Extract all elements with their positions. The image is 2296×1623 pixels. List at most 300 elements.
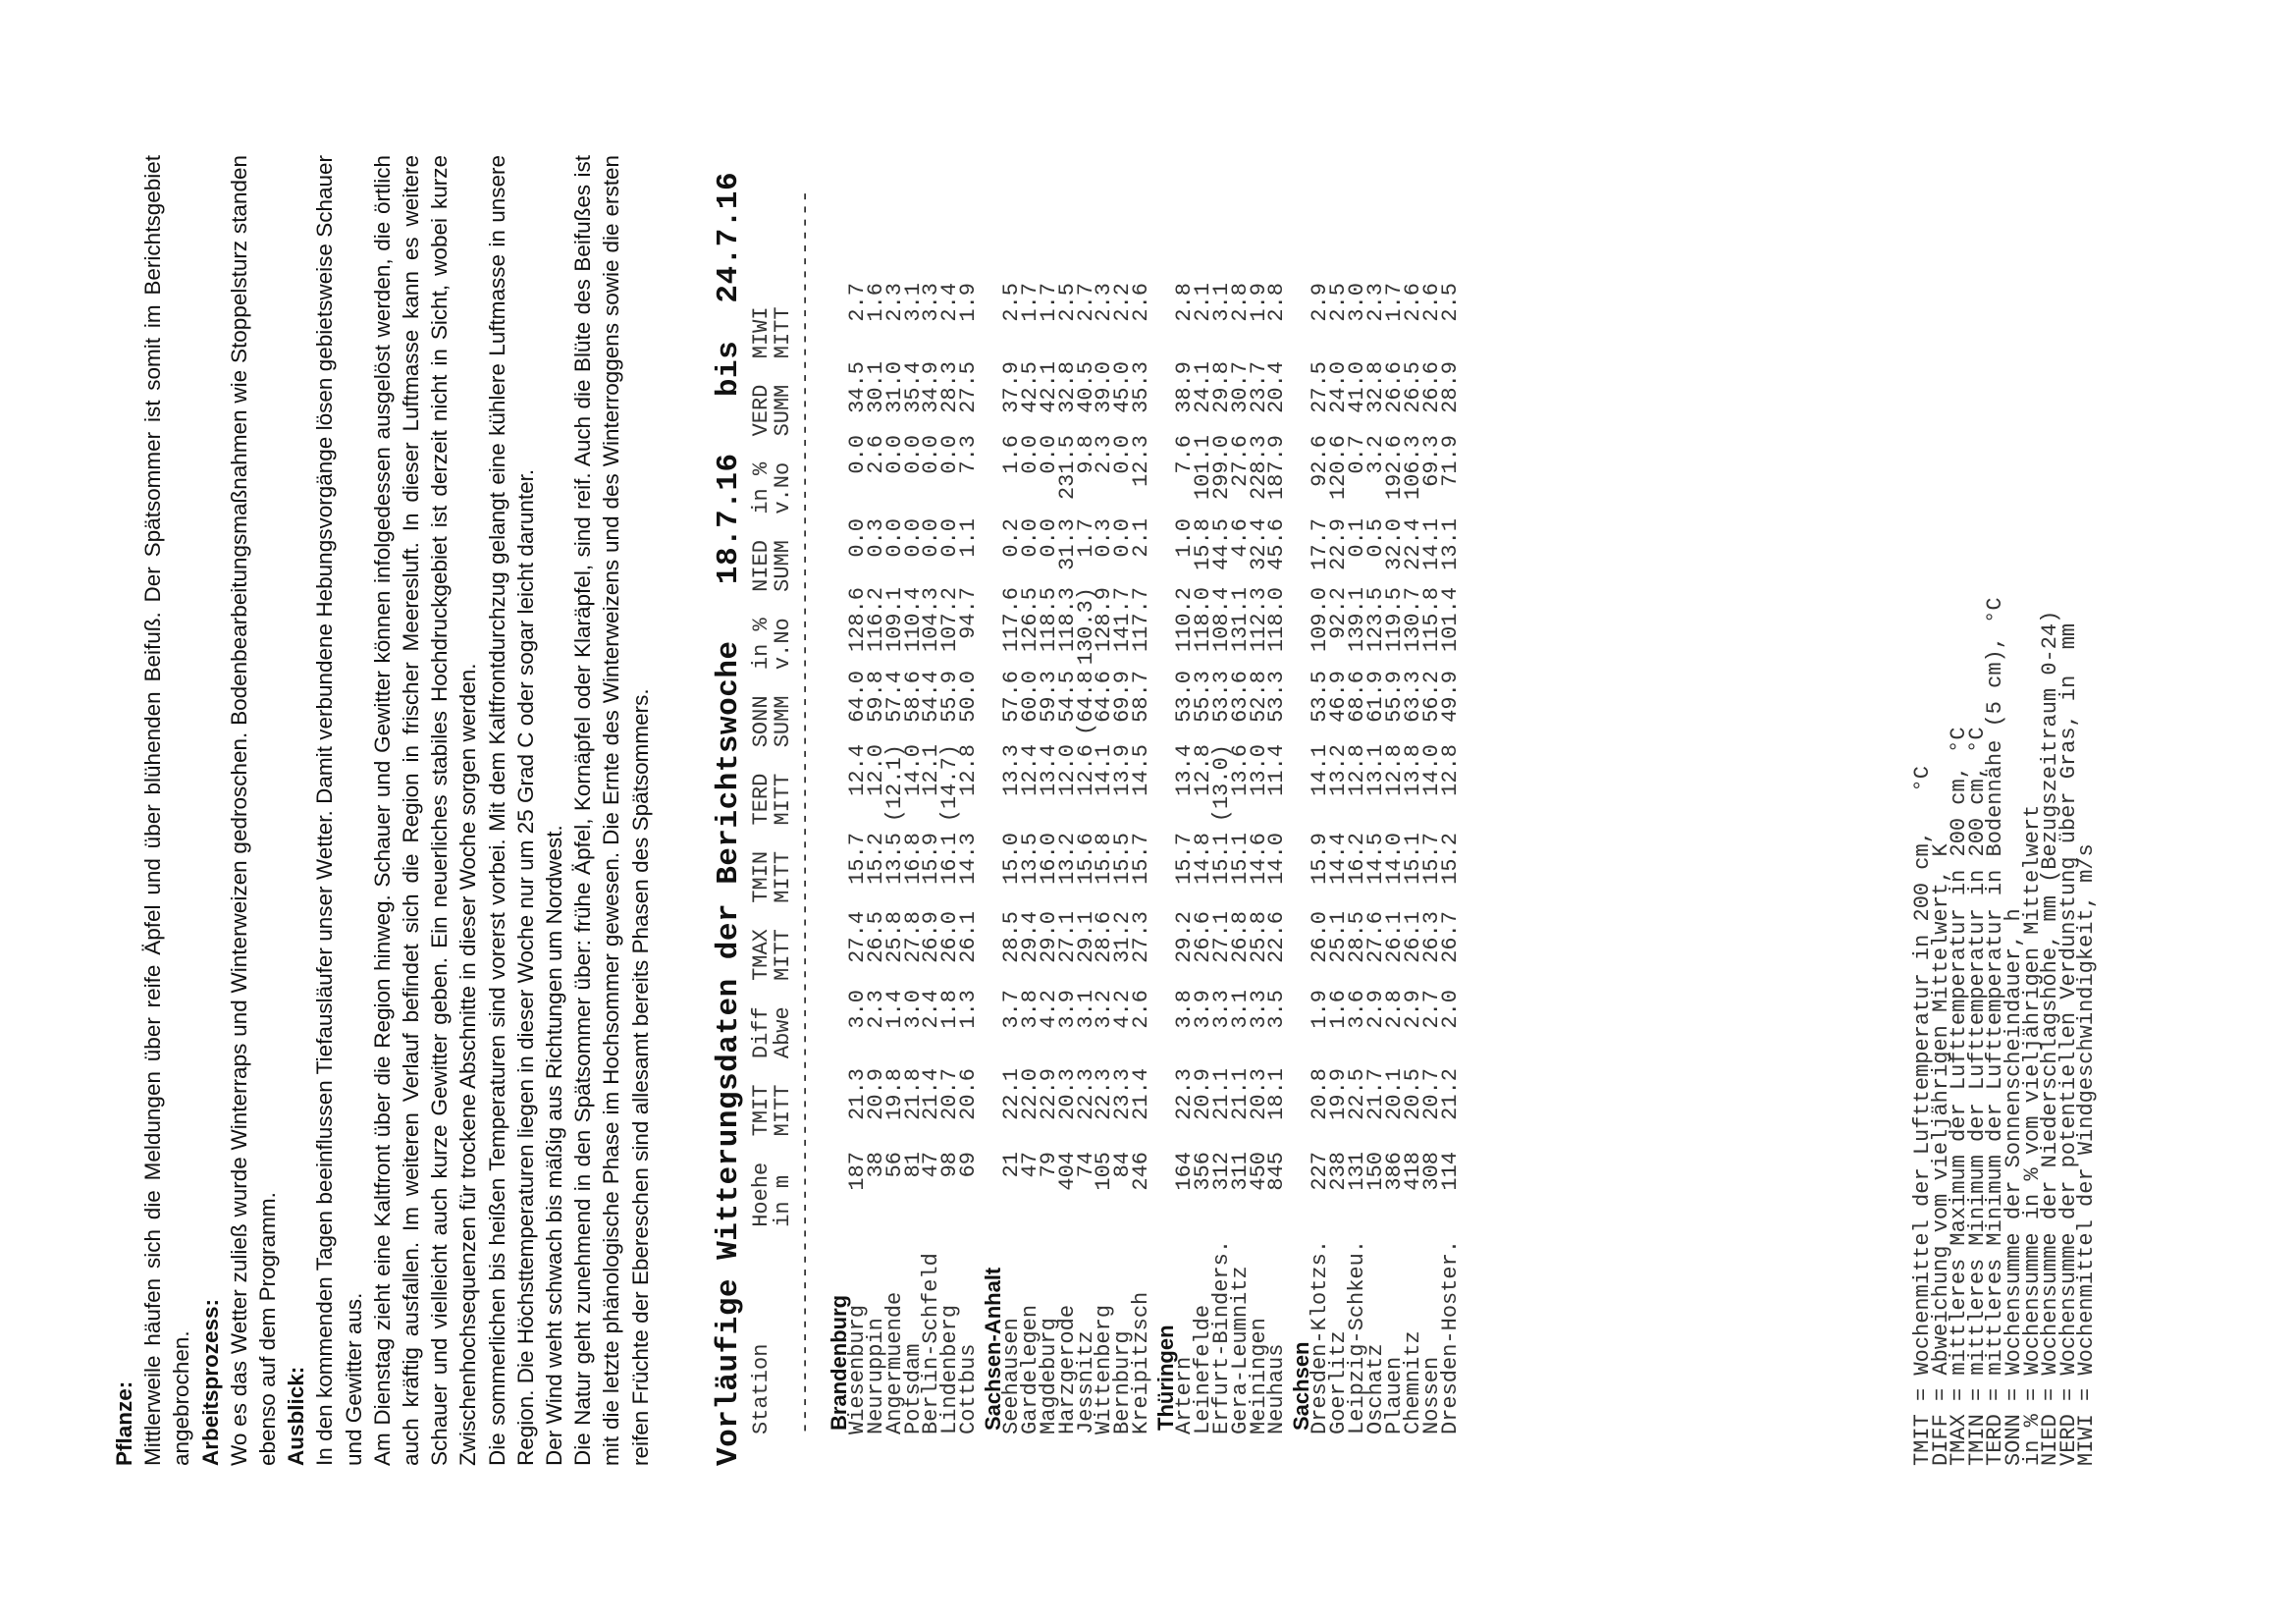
cell-diff: 4.2 bbox=[1110, 990, 1136, 1029]
cell-nied: 0.3 bbox=[863, 518, 888, 558]
cell-miwi: 1.6 bbox=[863, 283, 888, 322]
cell-sonn: 49.9 bbox=[1437, 671, 1463, 723]
cell-tmin: 15.7 bbox=[1172, 833, 1198, 885]
cell-nied-pct: 9.8 bbox=[1073, 435, 1098, 474]
cell-station: Jessnitz bbox=[1073, 1330, 1098, 1434]
cell-tmax: 29.1 bbox=[1073, 911, 1098, 963]
cell-miwi: 3.1 bbox=[1208, 283, 1234, 322]
cell-miwi: 2.8 bbox=[1172, 283, 1198, 322]
cell-sonn-pct: 110.4 bbox=[900, 587, 926, 653]
cell-tmit: 22.9 bbox=[1036, 1068, 1061, 1120]
group-heading: Brandenburg bbox=[827, 1294, 851, 1431]
cell-verd: 32.8 bbox=[1054, 361, 1080, 413]
report-text bbox=[110, 155, 655, 1466]
cell-sonn: 50.0 bbox=[956, 671, 982, 723]
table-row bbox=[1129, 91, 1154, 1466]
cell-tmit: 20.5 bbox=[1400, 1068, 1425, 1120]
cell-sonn-pct: 118.0 bbox=[1264, 587, 1290, 653]
cell-sonn: 53.5 bbox=[1308, 671, 1333, 723]
cell-sonn-pct: 130.3) bbox=[1073, 587, 1098, 666]
cell-tmit: 20.3 bbox=[1246, 1068, 1271, 1120]
cell-diff: 3.1 bbox=[1227, 990, 1253, 1029]
heading-pflanze: Pflanze: bbox=[112, 1380, 136, 1466]
cell-nied: 0.3 bbox=[1092, 518, 1117, 558]
cell-tmit: 22.3 bbox=[1172, 1068, 1198, 1120]
legend-line: DIFF = Abweichung vom vieljährigen Mittelwert, K bbox=[1928, 843, 1953, 1466]
cell-nied-pct: 69.3 bbox=[1418, 435, 1444, 487]
cell-tmin: 15.2 bbox=[863, 833, 888, 885]
cell-tmax: 26.5 bbox=[863, 911, 888, 963]
cell-verd: 24.1 bbox=[1190, 361, 1215, 413]
cell-nied: 13.1 bbox=[1437, 518, 1463, 570]
cell-nied: 1.1 bbox=[956, 518, 982, 558]
cell-terd: 12.0 bbox=[863, 744, 888, 796]
cell-sonn: 64.6 bbox=[1092, 671, 1117, 723]
cell-tmit: 20.8 bbox=[1308, 1068, 1333, 1120]
cell-sonn: (64.8 bbox=[1073, 671, 1098, 736]
cell-sonn: 57.6 bbox=[999, 671, 1025, 723]
cell-hoehe: 74 bbox=[1073, 1152, 1098, 1178]
cell-terd: 12.8 bbox=[1381, 744, 1407, 796]
cell-terd: 12.4 bbox=[1017, 744, 1042, 796]
cell-sonn: 53.3 bbox=[1208, 671, 1234, 723]
cell-verd: 37.9 bbox=[999, 361, 1025, 413]
cell-sonn-pct: 141.7 bbox=[1110, 587, 1136, 653]
cell-station: Wiesenburg bbox=[844, 1304, 870, 1434]
cell-nied-pct: 106.3 bbox=[1400, 435, 1425, 501]
cell-tmit: 21.4 bbox=[1129, 1068, 1154, 1120]
cell-nied-pct: 7.6 bbox=[1172, 435, 1198, 474]
cell-tmin: 14.5 bbox=[1362, 833, 1388, 885]
cell-hoehe: 187 bbox=[844, 1152, 870, 1191]
cell-tmax: 26.3 bbox=[1418, 911, 1444, 963]
cell-terd: 13.6 bbox=[1227, 744, 1253, 796]
cell-tmax: 25.1 bbox=[1326, 911, 1352, 963]
cell-hoehe: 131 bbox=[1345, 1152, 1370, 1191]
cell-sonn-pct: 123.5 bbox=[1362, 587, 1388, 653]
cell-diff: 2.6 bbox=[1129, 990, 1154, 1029]
cell-nied-pct: 2.6 bbox=[863, 435, 888, 474]
cell-tmax: 26.7 bbox=[1437, 911, 1463, 963]
cell-nied: 0.5 bbox=[1362, 518, 1388, 558]
cell-tmax: 28.5 bbox=[1345, 911, 1370, 963]
cell-nied-pct: 228.3 bbox=[1246, 435, 1271, 501]
cell-nied-pct: 0.0 bbox=[900, 435, 926, 474]
cell-station: Bernburg bbox=[1110, 1330, 1136, 1434]
cell-diff: 2.7 bbox=[1418, 990, 1444, 1029]
cell-terd: 14.0 bbox=[900, 744, 926, 796]
cell-sonn-pct: 107.2 bbox=[937, 587, 963, 653]
cell-tmax: 27.8 bbox=[900, 911, 926, 963]
cell-nied-pct: 0.0 bbox=[937, 435, 963, 474]
cell-verd: 28.3 bbox=[937, 361, 963, 413]
cell-verd: 24.0 bbox=[1326, 361, 1352, 413]
cell-tmax: 27.6 bbox=[1362, 911, 1388, 963]
cell-hoehe: 404 bbox=[1054, 1152, 1080, 1191]
cell-tmin: 15.1 bbox=[1208, 833, 1234, 885]
cell-terd: 12.4 bbox=[844, 744, 870, 796]
group-heading: Sachsen-Anhalt bbox=[981, 1267, 1006, 1431]
cell-miwi: 2.5 bbox=[1326, 283, 1352, 322]
cell-terd: 13.4 bbox=[1036, 744, 1061, 796]
cell-terd: 13.2 bbox=[1326, 744, 1352, 796]
cell-nied: 0.2 bbox=[999, 518, 1025, 558]
paragraph-ausblick-4: Der Wind weht schwach bis mäßig aus Richtungen um Nordwest. bbox=[542, 825, 567, 1466]
cell-sonn-pct: 110.2 bbox=[1172, 587, 1198, 653]
cell-station: Meiningen bbox=[1246, 1318, 1271, 1434]
cell-tmit: 21.3 bbox=[844, 1068, 870, 1120]
cell-tmit: 23.3 bbox=[1110, 1068, 1136, 1120]
cell-tmin: 15.6 bbox=[1073, 833, 1098, 885]
cell-tmit: 20.3 bbox=[1054, 1068, 1080, 1120]
cell-nied: 4.6 bbox=[1227, 518, 1253, 558]
cell-tmin: 13.2 bbox=[1054, 833, 1080, 885]
cell-miwi: 2.6 bbox=[1400, 283, 1425, 322]
cell-tmin: 16.2 bbox=[1345, 833, 1370, 885]
cell-miwi: 2.3 bbox=[1362, 283, 1388, 322]
cell-sonn-pct: 104.3 bbox=[919, 587, 944, 653]
cell-tmax: 25.8 bbox=[1246, 911, 1271, 963]
cell-tmit: 19.9 bbox=[1326, 1068, 1352, 1120]
cell-nied: 0.0 bbox=[844, 518, 870, 558]
cell-sonn-pct: 117.7 bbox=[1129, 587, 1154, 653]
cell-miwi: 2.5 bbox=[1437, 283, 1463, 322]
cell-nied-pct: 0.0 bbox=[919, 435, 944, 474]
cell-hoehe: 81 bbox=[900, 1152, 926, 1178]
cell-nied-pct: 7.3 bbox=[956, 435, 982, 474]
legend-line: TMIN = mittleres Minimum der Lufttemperatur in 200 cm, °C bbox=[1964, 727, 1990, 1466]
cell-terd: 12.8 bbox=[1345, 744, 1370, 796]
cell-tmin: 15.0 bbox=[999, 833, 1025, 885]
cell-diff: 3.9 bbox=[1190, 990, 1215, 1029]
cell-station: Gardelegen bbox=[1017, 1304, 1042, 1434]
cell-diff: 1.9 bbox=[1308, 990, 1333, 1029]
cell-sonn: 56.2 bbox=[1418, 671, 1444, 723]
cell-nied-pct: 299.0 bbox=[1208, 435, 1234, 501]
cell-hoehe: 356 bbox=[1190, 1152, 1215, 1191]
cell-miwi: 2.5 bbox=[999, 283, 1025, 322]
cell-station: Dresden-Hoster. bbox=[1437, 1239, 1463, 1434]
cell-nied: 0.0 bbox=[881, 518, 907, 558]
cell-tmit: 22.3 bbox=[1073, 1068, 1098, 1120]
cell-hoehe: 238 bbox=[1326, 1152, 1352, 1191]
cell-verd: 45.0 bbox=[1110, 361, 1136, 413]
cell-sonn-pct: 109.1 bbox=[881, 587, 907, 653]
cell-hoehe: 98 bbox=[937, 1152, 963, 1178]
cell-miwi: 2.3 bbox=[1092, 283, 1117, 322]
cell-station: Neuruppin bbox=[863, 1318, 888, 1434]
cell-terd: 12.8 bbox=[1190, 744, 1215, 796]
cell-tmit: 20.9 bbox=[863, 1068, 888, 1120]
cell-tmin: 15.1 bbox=[1400, 833, 1425, 885]
cell-nied-pct: 192.6 bbox=[1381, 435, 1407, 501]
cell-tmin: 15.1 bbox=[1227, 833, 1253, 885]
cell-nied: 0.0 bbox=[1110, 518, 1136, 558]
cell-sonn: 57.4 bbox=[881, 671, 907, 723]
cell-verd: 27.5 bbox=[956, 361, 982, 413]
cell-tmit: 22.3 bbox=[1092, 1068, 1117, 1120]
cell-station: Gera-Leumnitz bbox=[1227, 1266, 1253, 1434]
legend-line: TMIT = Wochenmittel der Lufttemperatur in 200 cm, °C bbox=[1910, 766, 1935, 1466]
cell-tmit: 22.0 bbox=[1017, 1068, 1042, 1120]
cell-station: Goerlitz bbox=[1326, 1330, 1352, 1434]
heading-arbeitsprozess: Arbeitsprozess: bbox=[197, 1298, 223, 1466]
cell-sonn-pct: 131.1 bbox=[1227, 587, 1253, 653]
cell-sonn-pct: 109.0 bbox=[1308, 587, 1333, 653]
cell-diff: 2.8 bbox=[1381, 990, 1407, 1029]
cell-terd: 13.1 bbox=[1362, 744, 1388, 796]
cell-verd: 26.5 bbox=[1400, 361, 1425, 413]
cell-hoehe: 150 bbox=[1362, 1152, 1388, 1191]
cell-verd: 32.8 bbox=[1362, 361, 1388, 413]
cell-hoehe: 47 bbox=[1017, 1152, 1042, 1178]
cell-miwi: 3.0 bbox=[1345, 283, 1370, 322]
paragraph-ausblick-1: In den kommenden Tagen beeinflussen Tiefausläufer unser Wetter. Damit verbundene Hebungsvorgänge lösen gebietsweise Schauer und Gewitter aus. bbox=[312, 155, 366, 1466]
cell-miwi: 2.1 bbox=[1190, 283, 1215, 322]
legend-line: NIED = Wochensumme der Niederschlagshöhe, mm (Bezugszeitraum 0-24) bbox=[2038, 610, 2063, 1466]
cell-diff: 3.8 bbox=[1172, 990, 1198, 1029]
cell-diff: 3.5 bbox=[1264, 990, 1290, 1029]
cell-diff: 3.0 bbox=[844, 990, 870, 1029]
cell-verd: 35.4 bbox=[900, 361, 926, 413]
cell-tmit: 20.7 bbox=[1418, 1068, 1444, 1120]
cell-tmin: 15.7 bbox=[1418, 833, 1444, 885]
cell-sonn: 58.7 bbox=[1129, 671, 1154, 723]
cell-tmin: 14.3 bbox=[956, 833, 982, 885]
cell-hoehe: 56 bbox=[881, 1152, 907, 1178]
cell-terd: (14.7) bbox=[937, 744, 963, 823]
cell-miwi: 2.2 bbox=[1110, 283, 1136, 322]
cell-nied: 32.0 bbox=[1381, 518, 1407, 570]
cell-sonn-pct: 128.6 bbox=[844, 587, 870, 653]
cell-sonn: 54.4 bbox=[919, 671, 944, 723]
cell-miwi: 2.5 bbox=[1054, 283, 1080, 322]
cell-tmax: 27.4 bbox=[844, 911, 870, 963]
cell-diff: 1.4 bbox=[881, 990, 907, 1029]
cell-sonn: 68.6 bbox=[1345, 671, 1370, 723]
cell-sonn: 59.8 bbox=[863, 671, 888, 723]
table-row bbox=[1437, 91, 1463, 1466]
cell-nied: 1.7 bbox=[1073, 518, 1098, 558]
cell-diff: 3.7 bbox=[999, 990, 1025, 1029]
cell-tmit: 21.7 bbox=[1362, 1068, 1388, 1120]
cell-verd: 29.8 bbox=[1208, 361, 1234, 413]
cell-hoehe: 227 bbox=[1308, 1152, 1333, 1191]
cell-tmax: 26.1 bbox=[1400, 911, 1425, 963]
cell-nied-pct: 0.7 bbox=[1345, 435, 1370, 474]
cell-station: Seehausen bbox=[999, 1318, 1025, 1434]
cell-station: Kreipitzsch bbox=[1129, 1291, 1154, 1434]
cell-tmax: 26.9 bbox=[919, 911, 944, 963]
legend-line: TERD = mittleres Minimum der Lufttemperatur in Bodennähe (5 cm), °C bbox=[1983, 597, 2008, 1466]
cell-nied-pct: 187.9 bbox=[1264, 435, 1290, 501]
cell-tmit: 22.1 bbox=[999, 1068, 1025, 1120]
cell-hoehe: 386 bbox=[1381, 1152, 1407, 1191]
cell-tmin: 14.6 bbox=[1246, 833, 1271, 885]
cell-hoehe: 21 bbox=[999, 1152, 1025, 1178]
cell-hoehe: 164 bbox=[1172, 1152, 1198, 1191]
cell-nied: 0.0 bbox=[1036, 518, 1061, 558]
cell-sonn-pct: 118.5 bbox=[1036, 587, 1061, 653]
legend-line: SONN = Wochensumme der Sonnenscheindauer, h bbox=[2001, 908, 2026, 1466]
cell-nied: 32.4 bbox=[1246, 518, 1271, 570]
legend-line: TMAX = mittleres Maximum der Lufttemperatur in 200 cm, °C bbox=[1947, 727, 1972, 1466]
cell-sonn: 55.9 bbox=[937, 671, 963, 723]
cell-nied-pct: 2.3 bbox=[1092, 435, 1117, 474]
cell-terd: (12.1) bbox=[881, 744, 907, 823]
cell-tmit: 22.5 bbox=[1345, 1068, 1370, 1120]
cell-terd: 12.8 bbox=[1437, 744, 1463, 796]
cell-hoehe: 312 bbox=[1208, 1152, 1234, 1191]
cell-sonn: 60.0 bbox=[1017, 671, 1042, 723]
cell-station: Potsdam bbox=[900, 1343, 926, 1434]
cell-nied-pct: 120.6 bbox=[1326, 435, 1352, 501]
cell-diff: 1.3 bbox=[956, 990, 982, 1029]
cell-tmit: 21.1 bbox=[1208, 1068, 1234, 1120]
cell-station: Oschatz bbox=[1362, 1343, 1388, 1434]
cell-sonn-pct: 117.6 bbox=[999, 587, 1025, 653]
cell-verd: 34.9 bbox=[919, 361, 944, 413]
cell-terd: 14.1 bbox=[1308, 744, 1333, 796]
cell-tmax: 29.4 bbox=[1017, 911, 1042, 963]
cell-sonn-pct: 130.7 bbox=[1400, 587, 1425, 653]
cell-sonn: 54.5 bbox=[1054, 671, 1080, 723]
cell-nied: 44.5 bbox=[1208, 518, 1234, 570]
cell-tmin: 14.4 bbox=[1326, 833, 1352, 885]
heading-ausblick: Ausblick: bbox=[284, 1366, 309, 1466]
cell-tmax: 26.6 bbox=[1190, 911, 1215, 963]
cell-miwi: 1.7 bbox=[1017, 283, 1042, 322]
cell-nied-pct: 71.9 bbox=[1437, 435, 1463, 487]
cell-sonn-pct: 119.5 bbox=[1381, 587, 1407, 653]
cell-tmin: 13.5 bbox=[1017, 833, 1042, 885]
cell-tmin: 15.8 bbox=[1092, 833, 1117, 885]
cell-station: Chemnitz bbox=[1400, 1330, 1425, 1434]
cell-diff: 2.3 bbox=[863, 990, 888, 1029]
cell-nied-pct: 1.6 bbox=[999, 435, 1025, 474]
cell-sonn: 55.3 bbox=[1190, 671, 1215, 723]
cell-sonn: 52.8 bbox=[1246, 671, 1271, 723]
cell-tmit: 21.2 bbox=[1437, 1068, 1463, 1120]
cell-terd: 12.1 bbox=[919, 744, 944, 796]
table-separator: ------------------------------------------------------------------------------------------------ bbox=[793, 189, 818, 1434]
cell-tmin: 15.2 bbox=[1437, 833, 1463, 885]
table-header-line-2: in m MITT Abwe MITT MITT MITT SUMM v.No SUMM v.No SUMM MITT bbox=[771, 306, 795, 1434]
paragraph-arbeitsprozess: Wo es das Wetter zuließ wurde Winterraps und Winterweizen gedroschen. Bodenbearbeitungsmaßnahmen wie Stoppelsturz standen ebenso auf dem Programm. bbox=[226, 155, 281, 1466]
cell-nied-pct: 0.0 bbox=[844, 435, 870, 474]
cell-station: Angermuende bbox=[881, 1291, 907, 1434]
cell-diff: 3.3 bbox=[1246, 990, 1271, 1029]
cell-diff: 1.8 bbox=[937, 990, 963, 1029]
cell-sonn: 61.9 bbox=[1362, 671, 1388, 723]
cell-nied-pct: 0.0 bbox=[1110, 435, 1136, 474]
cell-tmin: 16.8 bbox=[900, 833, 926, 885]
cell-miwi: 2.6 bbox=[1129, 283, 1154, 322]
cell-verd: 34.5 bbox=[844, 361, 870, 413]
cell-tmin: 14.8 bbox=[1190, 833, 1215, 885]
cell-tmin: 15.5 bbox=[1110, 833, 1136, 885]
cell-nied-pct: 27.6 bbox=[1227, 435, 1253, 487]
cell-miwi: 2.9 bbox=[1308, 283, 1333, 322]
cell-nied: 0.0 bbox=[919, 518, 944, 558]
cell-tmin: 14.0 bbox=[1264, 833, 1290, 885]
cell-nied: 31.3 bbox=[1054, 518, 1080, 570]
cell-sonn-pct: 116.2 bbox=[863, 587, 888, 653]
cell-miwi: 2.8 bbox=[1227, 283, 1253, 322]
cell-verd: 26.6 bbox=[1418, 361, 1444, 413]
cell-verd: 42.1 bbox=[1036, 361, 1061, 413]
cell-hoehe: 47 bbox=[919, 1152, 944, 1178]
cell-tmax: 22.6 bbox=[1264, 911, 1290, 963]
cell-tmin: 14.0 bbox=[1381, 833, 1407, 885]
cell-sonn-pct: 92.2 bbox=[1326, 587, 1352, 639]
cell-verd: 23.7 bbox=[1246, 361, 1271, 413]
cell-nied-pct: 231.5 bbox=[1054, 435, 1080, 501]
cell-sonn-pct: 128.9 bbox=[1092, 587, 1117, 653]
cell-diff: 3.3 bbox=[1208, 990, 1234, 1029]
cell-station: Dresden-Klotzs. bbox=[1308, 1239, 1333, 1434]
cell-nied: 2.1 bbox=[1129, 518, 1154, 558]
cell-tmin: 15.7 bbox=[844, 833, 870, 885]
cell-nied-pct: 3.2 bbox=[1362, 435, 1388, 474]
cell-sonn-pct: 94.7 bbox=[956, 587, 982, 639]
cell-sonn-pct: 108.4 bbox=[1208, 587, 1234, 653]
cell-tmax: 26.8 bbox=[1227, 911, 1253, 963]
cell-diff: 2.9 bbox=[1400, 990, 1425, 1029]
cell-miwi: 2.4 bbox=[937, 283, 963, 322]
cell-sonn: 64.0 bbox=[844, 671, 870, 723]
cell-station: Harzgerode bbox=[1054, 1304, 1080, 1434]
cell-verd: 41.0 bbox=[1345, 361, 1370, 413]
cell-terd: 12.8 bbox=[956, 744, 982, 796]
cell-sonn-pct: 139.1 bbox=[1345, 587, 1370, 653]
cell-terd: 14.1 bbox=[1092, 744, 1117, 796]
cell-miwi: 2.6 bbox=[1418, 283, 1444, 322]
cell-nied: 0.0 bbox=[1017, 518, 1042, 558]
cell-sonn: 53.0 bbox=[1172, 671, 1198, 723]
cell-sonn: 58.6 bbox=[900, 671, 926, 723]
cell-tmit: 20.1 bbox=[1381, 1068, 1407, 1120]
cell-tmit: 18.1 bbox=[1264, 1068, 1290, 1120]
cell-terd: 13.3 bbox=[999, 744, 1025, 796]
cell-sonn-pct: 115.8 bbox=[1418, 587, 1444, 653]
cell-verd: 27.5 bbox=[1308, 361, 1333, 413]
table-row bbox=[956, 91, 982, 1466]
cell-tmit: 21.8 bbox=[900, 1068, 926, 1120]
cell-hoehe: 79 bbox=[1036, 1152, 1061, 1178]
cell-tmin: 15.9 bbox=[1308, 833, 1333, 885]
cell-miwi: 3.1 bbox=[900, 283, 926, 322]
table-row bbox=[1264, 91, 1290, 1466]
cell-nied: 0.0 bbox=[900, 518, 926, 558]
cell-diff: 3.9 bbox=[1054, 990, 1080, 1029]
cell-station: Cottbus bbox=[956, 1343, 982, 1434]
cell-terd: 13.0 bbox=[1246, 744, 1271, 796]
cell-diff: 2.9 bbox=[1362, 990, 1388, 1029]
cell-diff: 3.1 bbox=[1073, 990, 1098, 1029]
cell-verd: 31.0 bbox=[881, 361, 907, 413]
cell-station: Nossen bbox=[1418, 1356, 1444, 1434]
cell-terd: (13.0) bbox=[1208, 744, 1234, 823]
cell-sonn: 55.9 bbox=[1381, 671, 1407, 723]
cell-nied: 17.7 bbox=[1308, 518, 1333, 570]
cell-tmax: 27.1 bbox=[1054, 911, 1080, 963]
cell-tmax: 28.5 bbox=[999, 911, 1025, 963]
cell-diff: 3.2 bbox=[1092, 990, 1117, 1029]
cell-nied-pct: 101.1 bbox=[1190, 435, 1215, 501]
cell-sonn-pct: 126.5 bbox=[1017, 587, 1042, 653]
cell-nied: 0.0 bbox=[937, 518, 963, 558]
